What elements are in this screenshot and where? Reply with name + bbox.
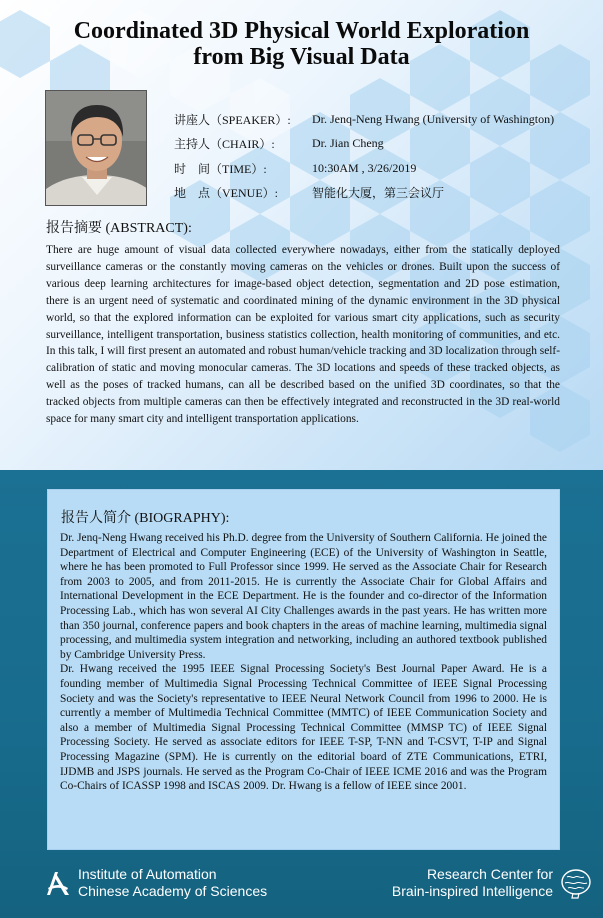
biography-text [60,531,547,794]
footer-left-line-1: Institute of Automation [78,866,217,882]
biography-paragraph: Dr. Jenq-Neng Hwang received his Ph.D. degree from the University of Southern California. He joined the Department of Electrical and Computer Engineering (ECE) of the University of Washington in Seattle, where he has been promoted to Full Professor since 1999. He served as the Associate Chair for Research from 2003 to 2005, and from 2011-2015. He is currently the Associate Chair for Global Affairs and International Development in the ECE Department. He is the founder and co-director of the Information Processing Lab., which has won several AI City Challenges awards in the past years. He has written more than 350 journal, conference papers and book chapters in the areas of machine learning, multimedia signal processing, and multimedia system integration and networking, including an authored textbook published by Cambridge University Press. [60,532,547,661]
info-speaker [174,107,594,132]
title-line-2: from Big Visual Data [193,44,410,70]
abstract-heading: 报告摘要 (ABSTRACT): [46,221,192,236]
info-chair [174,132,594,157]
info-time [174,156,594,181]
abstract-text: There are huge amount of visual data collected everywhere nowadays, either from the statically deployed surveillance cameras or the constantly moving cameras on the vehicles or drones. Built upon the success of various deep learning architectures for image-based object detection, segmentation and 2D pose estimation, there is an urgent need of systematic and coordinated mining of the dynamic environment in the 3D physical world, so that the explored information can be exploited for various smart city applications, such as security surveillance, intelligent transportation, business statistics collection, health monitoring of communities, and etc. In this talk, I will first present an automated and robust human/vehicle tracking and 3D localization through self-calibration of static and moving monocular cameras. The 3D locations and speeds of these tracked objects, as well as the poses of tracked humans, can all be described based on the unified 3D coordinates, so that the tracked objects from multiple cameras can then be effectively integrated and reconstructed in the 3D real-world space for many smart city and intelligent transportation applications. [46,244,560,426]
speaker-portrait-icon [46,91,147,206]
biography-box [47,489,560,850]
info-label: 主持人（CHAIR）: [174,137,275,152]
page-title [0,18,603,70]
event-info [174,107,594,205]
brain-logo-icon [559,867,593,899]
info-label: 时 间（TIME）: [174,161,267,176]
info-value: 智能化大厦，第三会议厅 [312,186,445,201]
info-value: Dr. Jian Cheng [312,136,384,151]
footer-left-line-2: Chinese Academy of Sciences [78,883,268,899]
biography-paragraph: Dr. Hwang received the 1995 IEEE Signal Processing Society's Best Journal Paper Award. He is a founding member of Multimedia Signal Processing Technical Committee of IEEE Signal Processing Society and was the Society's representative to IEEE Neural Network Council from 1996 to 2000. He is currently a member of Multimedia Technical Committee (MMTC) of IEEE Communication Society and also a member of Multimedia Signal Processing Technical Committee (MMSP TC) of IEEE Signal Processing Society. He served as associate editors for IEEE T-SP, T-NN and T-CSVT, T-IP and Signal Processing Magazine (SPM). He is currently on the editorial board of ZTE Communications, ETRI, IJDMB and JSPS journals. He served as the Program Co-Chair of IEEE ICME 2016 and was the Program Co-Chairs of ICASSP 1998 and ISCAS 2009. Dr. Hwang is a fellow of IEEE since 2001. [60,663,547,793]
info-venue [174,181,594,206]
footer-right-line-2: Brain-inspired Intelligence [391,883,553,899]
footer-institute [44,866,267,900]
info-value: Dr. Jenq-Neng Hwang (University of Washington) [312,111,555,126]
speaker-photo [45,90,147,206]
title-line-1: Coordinated 3D Physical World Exploration [73,18,530,44]
biography-heading: 报告人简介 (BIOGRAPHY): [61,511,230,526]
info-label: 讲座人（SPEAKER）: [174,112,291,127]
footer-right-line-1: Research Center for [426,866,553,882]
footer-research-center [392,866,593,900]
info-value: 10:30AM , 3/26/2019 [312,160,417,175]
info-label: 地 点（VENUE）: [174,186,278,201]
casia-logo-icon [44,868,72,898]
